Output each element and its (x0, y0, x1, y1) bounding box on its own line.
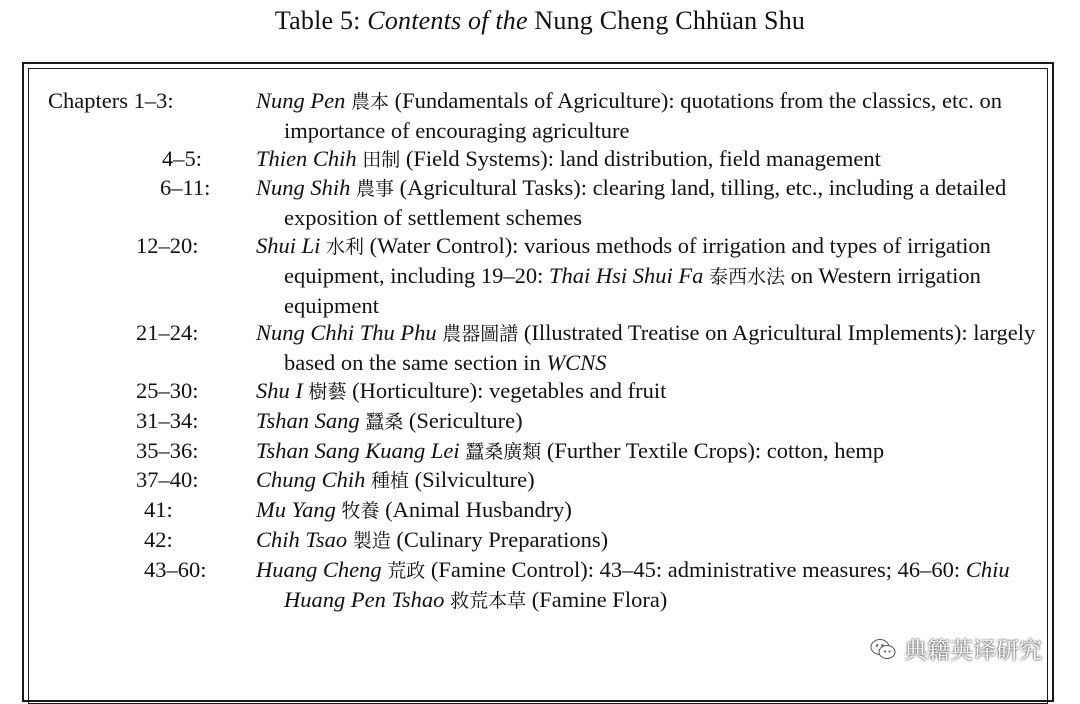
table-row (48, 496, 1038, 526)
title-prefix: Table 5: (274, 6, 368, 35)
table-row (48, 556, 1038, 616)
chapter-label: 35–36: (136, 437, 199, 463)
chapter-description: Huang Cheng 荒政 (Famine Control): 43–45: administrative measures; 46–60: Chiu Huang Pen Tshao 救荒本草 (Famine Flora) (256, 556, 1010, 612)
table-row (48, 466, 1038, 496)
page-title (0, 6, 1080, 36)
table-row (48, 407, 1038, 437)
chapter-label: 31–34: (136, 407, 199, 433)
chapter-label: 4–5: (162, 145, 203, 171)
chapter-description: Mu Yang 牧養 (Animal Husbandry) (256, 497, 572, 523)
chapter-label: 25–30: (136, 377, 199, 403)
chapter-description: Chung Chih 種植 (Silviculture) (256, 467, 535, 493)
chapter-description: Tshan Sang 蠶桑 (Sericulture) (256, 407, 523, 433)
contents-table (48, 87, 1038, 615)
table-row (48, 377, 1038, 407)
chapter-description: Nung Shih 農事 (Agricultural Tasks): clearing land, tilling, etc., including a detailed exposition of settlement schemes (256, 175, 1007, 231)
title-rest: Nung Cheng Chhüan Shu (527, 6, 806, 35)
table-row (48, 232, 1038, 319)
watermark-text: 典籍英译研究 (904, 638, 1042, 664)
chapter-label: 41: (144, 497, 173, 523)
wechat-icon (870, 638, 896, 660)
chapter-description: Nung Pen 農本 (Fundamentals of Agriculture): quotations from the classics, etc. on importance of encouraging agriculture (256, 88, 1002, 143)
chapter-description: Nung Chhi Thu Phu 農器圖譜 (Illustrated Treatise on Agricultural Implements): largely based on the same section in WCNS (256, 320, 1036, 376)
chapter-description: Thien Chih 田制 (Field Systems): land distribution, field management (256, 145, 881, 171)
chapter-label: 43–60: (144, 556, 207, 582)
table-row (48, 174, 1038, 232)
title-italic: Contents of the (367, 6, 528, 35)
chapter-description: Shu I 樹藝 (Horticulture): vegetables and fruit (256, 377, 667, 403)
chapter-description: Chih Tsao 製造 (Culinary Preparations) (256, 526, 609, 552)
chapter-label: 42: (144, 526, 173, 552)
chapter-label: 12–20: (136, 232, 199, 258)
table-row (48, 319, 1038, 377)
chapter-label: Chapters 1–3: (48, 88, 174, 113)
chapter-label: 37–40: (136, 467, 199, 493)
table-row (48, 437, 1038, 467)
table-row (48, 526, 1038, 556)
chapter-label: 21–24: (136, 320, 199, 346)
watermark (870, 632, 1042, 665)
chapter-label: 6–11: (160, 175, 211, 201)
table-row (48, 145, 1038, 175)
chapter-description: Tshan Sang Kuang Lei 蠶桑廣類 (Further Textile Crops): cotton, hemp (256, 437, 885, 463)
chapter-description: Shui Li 水利 (Water Control): various methods of irrigation and types of irrigation equipment, including 19–20: Thai Hsi Shui Fa 泰西水法 on Western irrigation equipment (256, 232, 991, 318)
table-row (48, 87, 1038, 145)
